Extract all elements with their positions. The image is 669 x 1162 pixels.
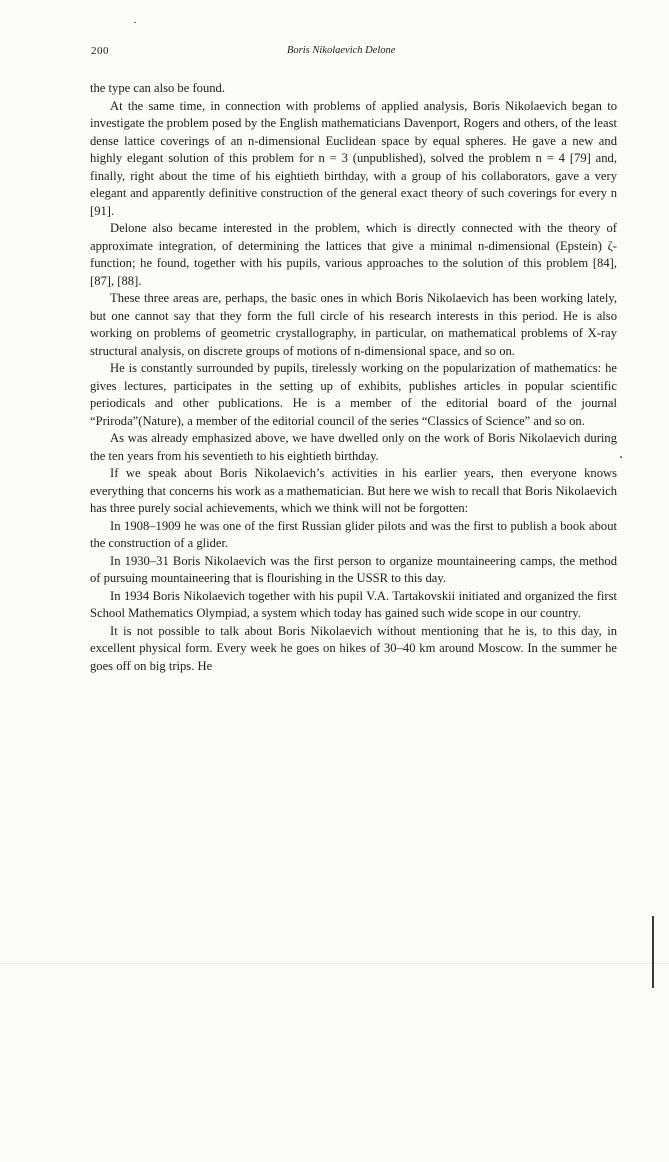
- page-number: 200: [91, 45, 109, 57]
- scan-edge-mark: [652, 916, 654, 988]
- paragraph: At the same time, in connection with problems of applied analysis, Boris Nikolaevich began to investigate the problem posed by the English mathematicians Davenport, Rogers and others, of the least dense lattice coverings of an n-dimensional Euclidean space by equal spheres. He gave a new and highly elegant solution of this problem for n = 3 (unpublished), solved the problem n = 4 [79] and, finally, right about the time of his eightieth birthday, with a group of his collaborators, gave a very elegant and apparently definitive construction of the general exact theory of such coverings for every n [91].: [90, 98, 617, 218]
- paragraph: As was already emphasized above, we have dwelled only on the work of Boris Nikolaevich during the ten years from his seventieth to his eightieth birthday.: [90, 431, 617, 463]
- paragraph: In 1930–31 Boris Nikolaevich was the first person to organize mountaineering camps, the method of pursuing mountaineering that is flourishing in the USSR to this day.: [90, 553, 617, 585]
- paragraph: Delone also became interested in the problem, which is directly connected with the theory of approximate integration, of determining the lattices that give a minimal n-dimensional (Epstein) ζ-function; he found, together with his pupils, various approaches to the solution of this problem [84], [87], [88].: [90, 221, 617, 288]
- scan-fold-line: [0, 963, 669, 964]
- body-text: [90, 80, 617, 675]
- paragraph: If we speak about Boris Nikolaevich’s activities in his earlier years, then everyone knows everything that concerns his work as a mathematician. But here we wish to recall that Boris Nikolaevich has three purely social achievements, which we think will not be forgotten:: [90, 466, 617, 515]
- page-header: [89, 45, 614, 61]
- scan-speck: [134, 22, 136, 23]
- paragraph: the type can also be found.: [90, 81, 225, 95]
- paragraph: In 1934 Boris Nikolaevich together with his pupil V.A. Tartakovskii initiated and organized the first School Mathematics Olympiad, a system which today has gained such wide scope in our country.: [90, 588, 617, 620]
- paragraph: He is constantly surrounded by pupils, tirelessly working on the popularization of mathematics: he gives lectures, participates in the setting up of exhibits, publishes articles in popular scientific periodicals and other publications. He is a member of the editorial board of the journal “Priroda”(Nature), a member of the editorial council of the series “Classics of Science” and so on.: [90, 361, 617, 428]
- paragraph: It is not possible to talk about Boris Nikolaevich without mentioning that he is, to this day, in excellent physical form. Every week he goes on hikes of 30–40 km around Moscow. In the summer he goes off on big trips. He: [90, 623, 617, 673]
- paragraph: These three areas are, perhaps, the basic ones in which Boris Nikolaevich has been working lately, but one cannot say that they form the full circle of his research interests in this period. He is also working on problems of geometric crystallography, in particular, on mathematical problems of X-ray structural analysis, on discrete groups of motions of n-dimensional space, and so on.: [90, 291, 617, 358]
- paragraph: In 1908–1909 he was one of the first Russian glider pilots and was the first to publish a book about the construction of a glider.: [90, 518, 617, 550]
- scan-speck: [620, 456, 622, 458]
- running-head: Boris Nikolaevich Delone: [287, 45, 396, 56]
